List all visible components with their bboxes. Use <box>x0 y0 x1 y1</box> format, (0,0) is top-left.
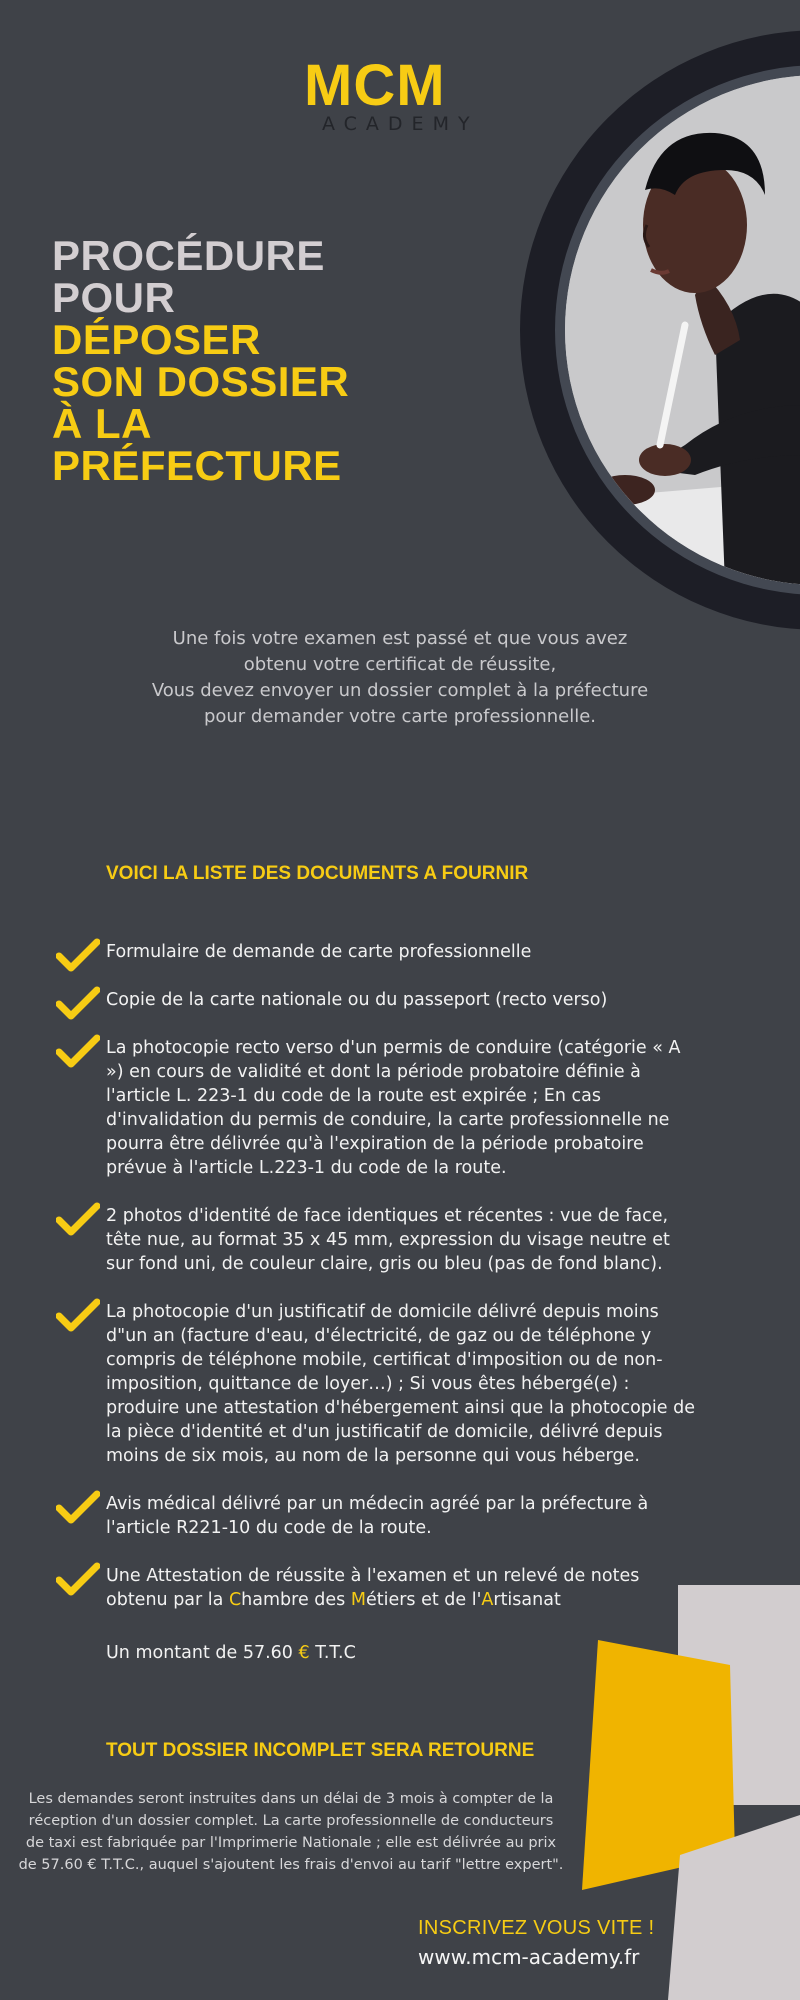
logo-sub: ACADEMY <box>322 113 479 135</box>
text-span: rtisanat <box>493 1590 561 1610</box>
list-item <box>56 1492 696 1540</box>
intro-text <box>150 626 650 730</box>
list-item-text: La photocopie d'un justificatif de domicile délivré depuis moins d"un an (facture d'eau, d'électricité, de gaz ou de téléphone y compris de téléphone mobile, certificat d'imposition ou de non-imposition, quittance de loyer…) ; Si vous êtes hébergé(e) : produire une attestation d'hébergement ainsi que la photocopie de la pièce d'identité et d'un justificatif de domicile, délivré depuis moins de six mois, au nom de la personne qui vous héberge. <box>106 1302 695 1466</box>
text-span: hambre des <box>241 1590 351 1610</box>
list-item-text: Copie de la carte nationale ou du passeport (recto verso) <box>106 990 608 1010</box>
title-line: SON DOSSIER <box>52 358 350 405</box>
text-span: Une Attestation de réussite à l'examen et un relevé de notes obtenu par la <box>106 1566 640 1610</box>
highlight-letter: A <box>481 1590 494 1610</box>
highlight-letter: C <box>228 1590 242 1610</box>
list-item-text: Avis médical délivré par un médecin agréé par la préfecture à l'article R221-10 du code de la route. <box>106 1494 649 1538</box>
list-item <box>56 1204 696 1276</box>
list-item <box>56 988 696 1012</box>
title-line: PROCÉDURE <box>52 232 325 279</box>
highlight-letter: M <box>350 1590 366 1610</box>
title-line: À LA <box>52 400 152 447</box>
intro-line: Une fois votre examen est passé et que vous avez obtenu votre certificat de réussite, <box>172 628 628 675</box>
list-item-text: Formulaire de demande de carte professionnelle <box>106 942 532 962</box>
checkmark-icon <box>56 986 100 1022</box>
list-item <box>56 1300 696 1468</box>
documents-list <box>56 940 696 1636</box>
checkmark-icon <box>56 1202 100 1238</box>
cta-label: INSCRIVEZ VOUS VITE ! <box>418 1917 655 1939</box>
list-item-text: 2 photos d'identité de face identiques et récentes : vue de face, tête nue, au format 35 x 45 mm, expression du visage neutre et sur fond uni, de couleur claire, gris ou bleu (pas de fond blanc). <box>106 1206 670 1274</box>
checkmark-icon <box>56 1490 100 1526</box>
text-span: étiers et de l' <box>365 1590 482 1610</box>
amount-suffix: T.T.C <box>309 1643 356 1663</box>
amount-prefix: Un montant de 57.60 <box>106 1643 299 1663</box>
checkmark-icon <box>56 1298 100 1334</box>
title-line: PRÉFECTURE <box>52 442 342 489</box>
website-link[interactable]: www.mcm-academy.fr <box>418 1945 640 1969</box>
currency-symbol: € <box>298 1643 310 1663</box>
logo <box>300 53 510 135</box>
list-item <box>56 940 696 964</box>
checkmark-icon <box>56 1562 100 1598</box>
logo-main: MCM <box>304 53 446 118</box>
checkmark-icon <box>56 938 100 974</box>
amount-text <box>106 1643 356 1663</box>
intro-line: Vous devez envoyer un dossier complet à la préfecture pour demander votre carte professionnelle. <box>151 680 649 727</box>
checkmark-icon <box>56 1034 100 1070</box>
title-line: POUR <box>52 274 176 321</box>
list-item <box>56 1036 696 1180</box>
warning-heading: TOUT DOSSIER INCOMPLET SERA RETOURNE <box>106 1740 535 1761</box>
page-title <box>52 232 350 489</box>
title-line: DÉPOSER <box>52 316 261 363</box>
list-item-text: La photocopie recto verso d'un permis de conduire (catégorie « A ») en cours de validité et dont la période probatoire définie à l'article L. 223-1 du code de la route est expirée ; En cas d'invalidation du permis de conduire, la carte professionnelle ne pourra être délivrée qu'à l'expiration de la période probatoire prévue à l'article L.223-1 du code de la route. <box>106 1038 681 1178</box>
documents-heading: VOICI LA LISTE DES DOCUMENTS A FOURNIR <box>106 863 529 884</box>
note-text: Les demandes seront instruites dans un délai de 3 mois à compter de la réception d'un dossier complet. La carte professionnelle de conducteurs de taxi est fabriquée par l'Imprimerie Nationale ; elle est délivrée au prix de 57.60 € T.T.C., auquel s'ajoutent les frais d'envoi au tarif "lettre expert". <box>18 1791 564 1873</box>
